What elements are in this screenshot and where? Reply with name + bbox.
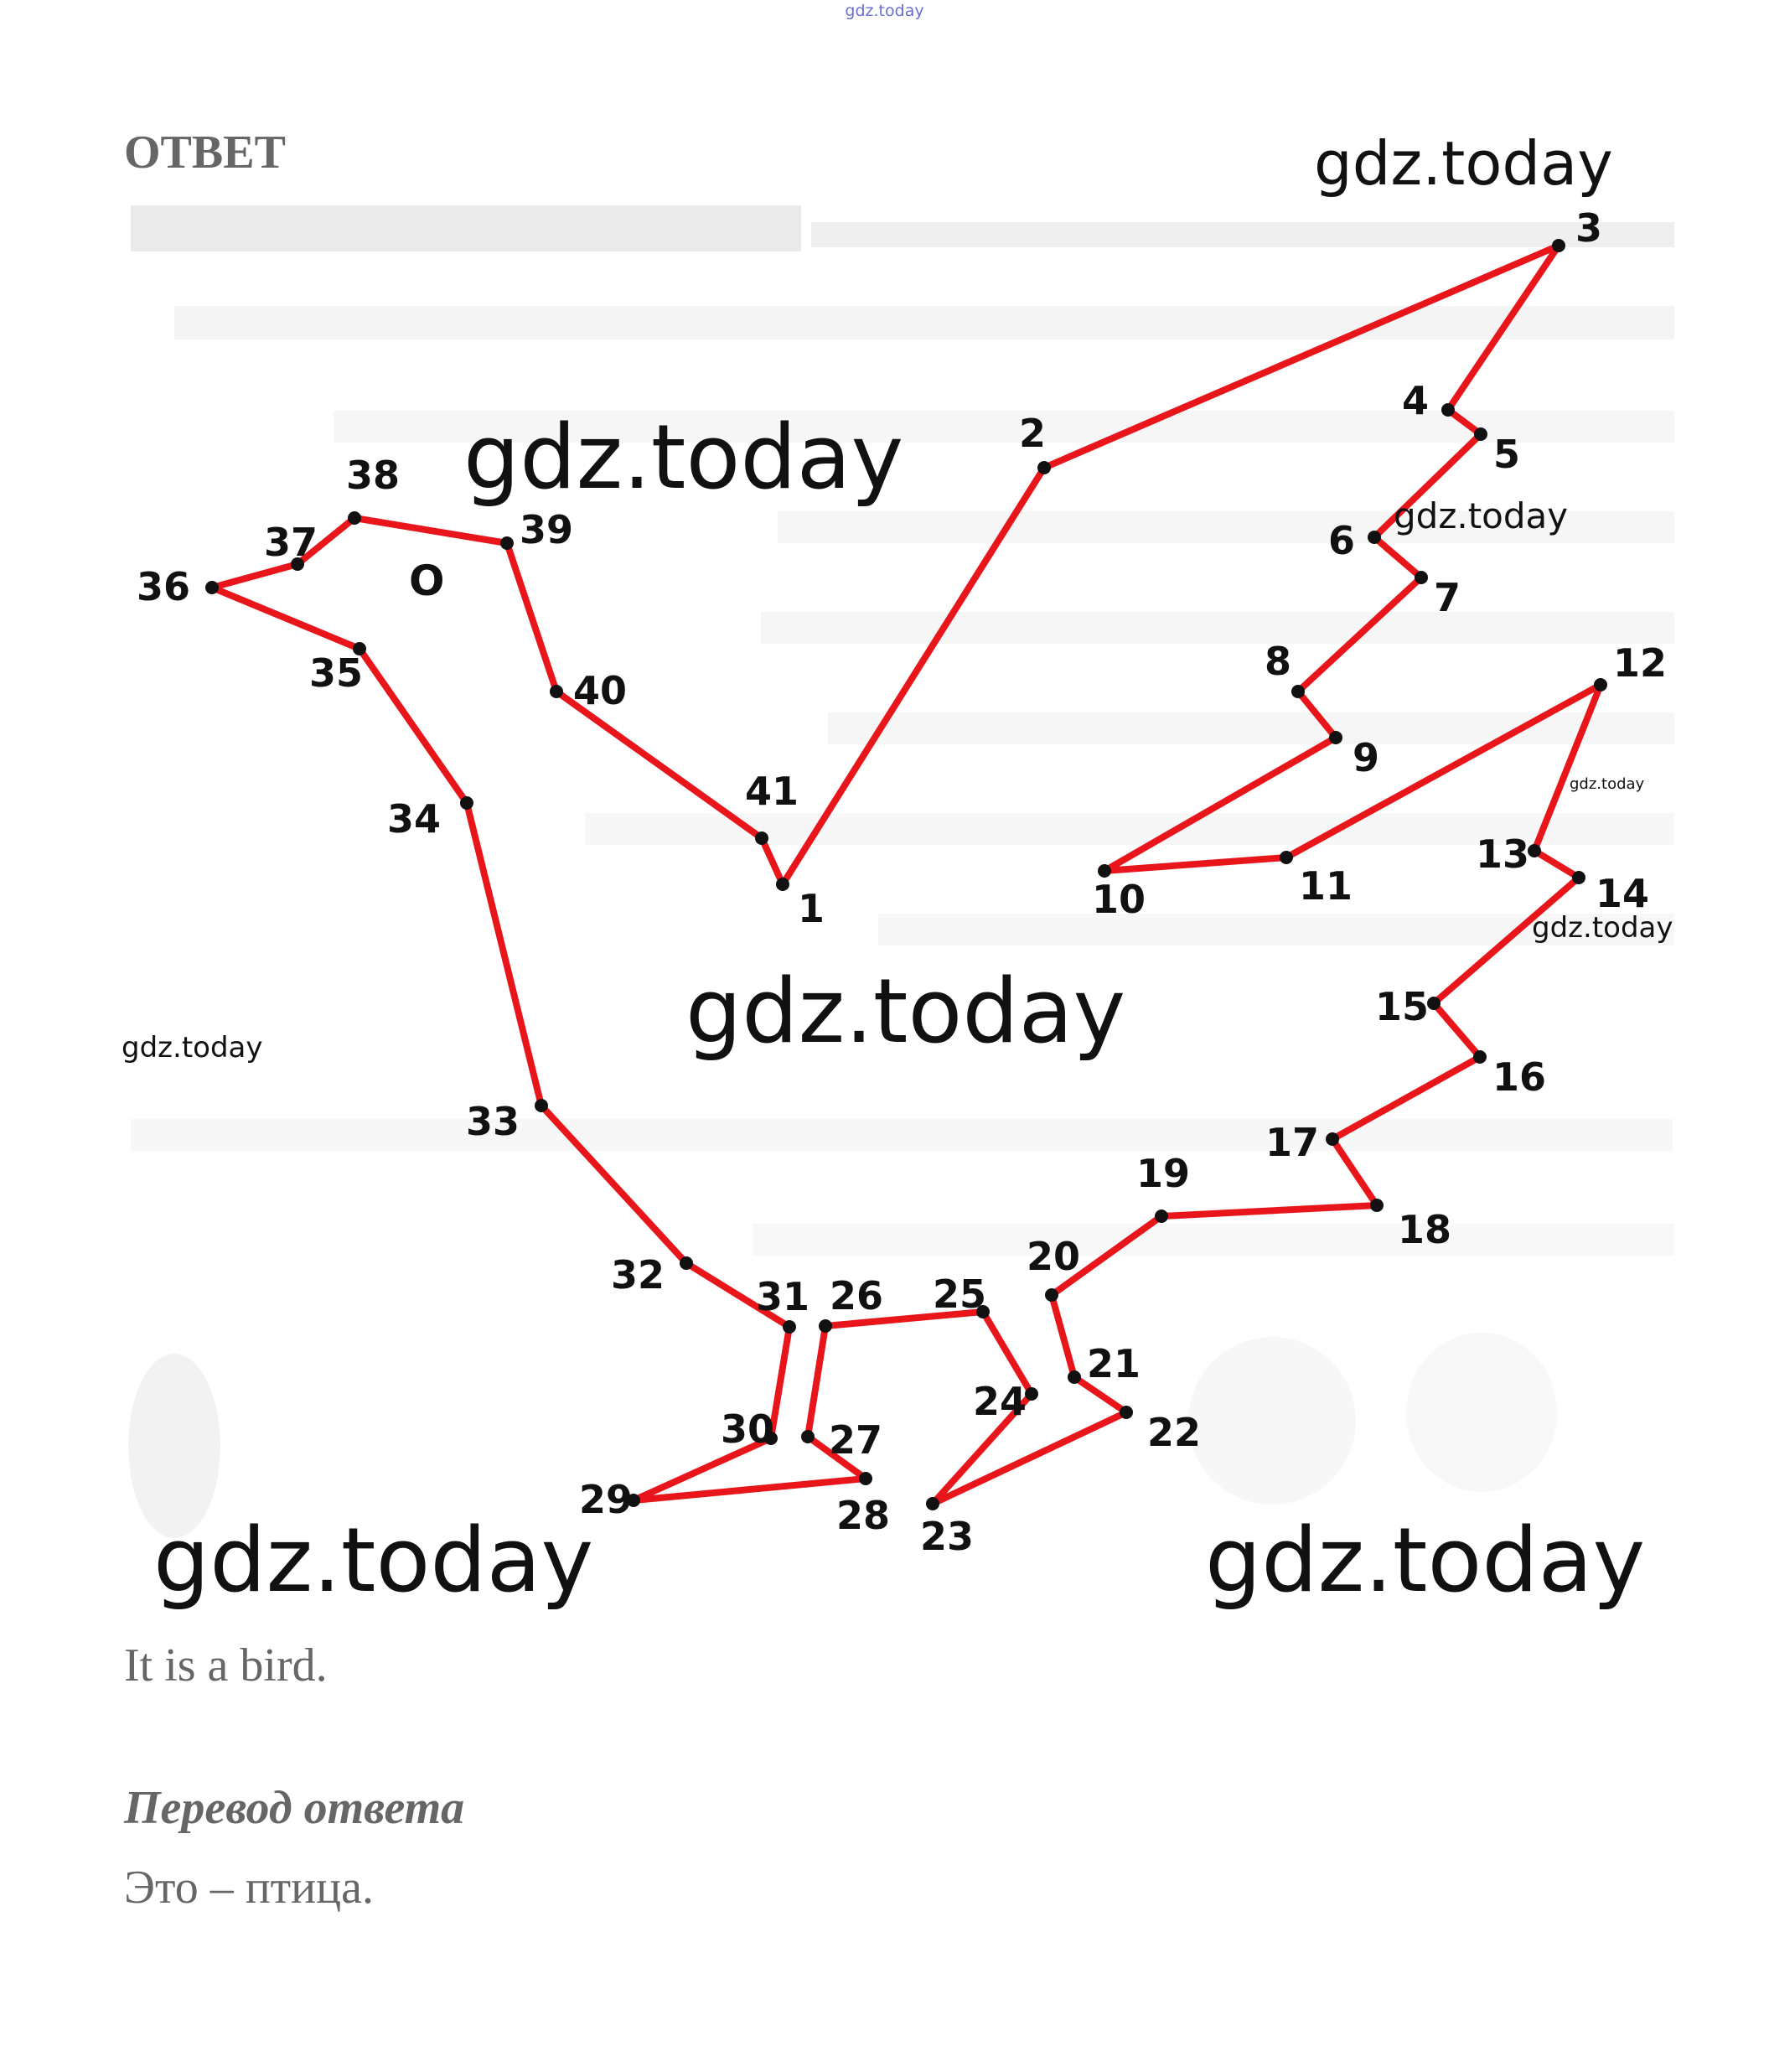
dot-number-label: 36 [137, 564, 191, 609]
dot-point [1441, 403, 1455, 417]
translation-title: Перевод ответа [124, 1782, 465, 1834]
dot-point [1037, 461, 1051, 474]
dot-point [776, 878, 789, 891]
dot-number-label: 10 [1092, 877, 1146, 922]
dot-point [500, 536, 514, 550]
watermark-text: gdz.today [1532, 911, 1673, 945]
dot-number-label: 18 [1398, 1207, 1452, 1252]
dot-number-label: 15 [1375, 984, 1430, 1029]
watermark-text: gdz.today [122, 1031, 263, 1064]
dot-point [205, 581, 219, 594]
dot-point [1326, 1132, 1339, 1146]
faded-band [761, 612, 1674, 644]
dot-number-label: 28 [836, 1493, 891, 1538]
dot-point [1370, 1199, 1384, 1212]
dot-number-label: 2 [1019, 411, 1047, 456]
dot-point [1368, 531, 1381, 544]
dot-point [926, 1497, 939, 1510]
dot-point [535, 1099, 548, 1112]
dot-number-label: 40 [573, 668, 628, 713]
dot-number-label: 17 [1265, 1120, 1320, 1165]
dot-point [550, 685, 563, 698]
faded-figure [1188, 1337, 1356, 1505]
translation-text: Это – птица. [124, 1862, 374, 1914]
bird-eye-label: O [409, 557, 445, 605]
dot-number-label: 7 [1434, 575, 1461, 620]
dot-number-label: 33 [466, 1099, 520, 1144]
dot-number-label: 31 [756, 1274, 810, 1319]
watermark-text: gdz.today [1205, 1509, 1646, 1612]
dot-number-label: 12 [1613, 640, 1668, 686]
watermark-text: gdz.today [1394, 495, 1569, 536]
dot-number-label: 3 [1575, 205, 1603, 251]
dot-number-label: 22 [1147, 1410, 1202, 1455]
faded-band [131, 205, 801, 251]
dot-point [1594, 678, 1607, 692]
dot-number-label: 21 [1087, 1341, 1141, 1386]
dot-number-label: 16 [1492, 1054, 1547, 1100]
dot-number-label: 6 [1328, 518, 1356, 563]
dot-point [1280, 851, 1293, 864]
dot-number-label: 41 [745, 769, 799, 814]
dot-number-label: 20 [1027, 1234, 1081, 1279]
dot-point [348, 511, 361, 525]
dot-number-label: 27 [829, 1417, 883, 1463]
dot-number-label: 9 [1353, 735, 1380, 780]
dot-number-label: 11 [1299, 863, 1353, 909]
dot-point [1427, 997, 1441, 1010]
faded-figure [1406, 1333, 1557, 1492]
watermark-text: gdz.today [1570, 775, 1645, 793]
watermark-text: gdz.today [1314, 128, 1613, 199]
dot-number-label: 13 [1476, 831, 1530, 877]
dot-number-label: 19 [1136, 1151, 1191, 1196]
dot-point [1068, 1370, 1081, 1384]
dot-number-label: 35 [309, 650, 364, 696]
dot-point [1528, 844, 1541, 857]
dot-point [1025, 1387, 1038, 1401]
dot-number-label: 23 [920, 1514, 975, 1559]
dot-number-label: 25 [933, 1272, 987, 1317]
dot-point [1552, 239, 1565, 252]
dot-point [1098, 864, 1111, 878]
dot-number-label: 38 [346, 453, 401, 498]
dot-point [1415, 571, 1428, 584]
dot-number-label: 24 [973, 1379, 1027, 1424]
dot-point [680, 1256, 693, 1270]
dot-number-label: 34 [387, 796, 442, 842]
dot-point [1572, 871, 1585, 884]
dot-point [755, 831, 768, 845]
top-watermark: gdz.today [845, 2, 924, 20]
dot-number-label: 26 [830, 1273, 884, 1318]
dot-point [1155, 1210, 1168, 1223]
dot-number-label: 4 [1402, 378, 1430, 423]
watermark-text: gdz.today [463, 406, 904, 509]
dot-number-label: 14 [1596, 871, 1650, 916]
dot-point [1474, 427, 1487, 441]
dot-number-label: 5 [1493, 432, 1521, 477]
faded-band [174, 306, 1674, 339]
faded-band [811, 222, 1674, 247]
dot-point [1120, 1406, 1133, 1419]
dot-number-label: 39 [520, 507, 574, 552]
dot-number-label: 8 [1265, 639, 1292, 684]
dot-number-label: 32 [611, 1252, 665, 1298]
dot-point [783, 1320, 796, 1334]
dot-point [819, 1319, 832, 1333]
dot-number-label: 30 [721, 1406, 775, 1452]
dot-point [1329, 731, 1342, 744]
dot-number-label: 37 [264, 520, 318, 565]
dot-point [859, 1472, 872, 1485]
watermark-text: gdz.today [153, 1509, 594, 1612]
dot-point [1473, 1050, 1487, 1064]
dot-point [1291, 685, 1305, 698]
watermark-text: gdz.today [685, 960, 1126, 1063]
dot-point [801, 1430, 815, 1443]
answer-text: It is a bird. [124, 1639, 328, 1691]
dot-number-label: 29 [579, 1477, 634, 1522]
dot-number-label: 1 [798, 886, 825, 931]
dot-point [1045, 1288, 1058, 1302]
answer-heading: ОТВЕТ [124, 127, 286, 179]
faded-band [753, 1224, 1674, 1256]
dot-point [460, 796, 473, 810]
faded-band [131, 1119, 1673, 1151]
